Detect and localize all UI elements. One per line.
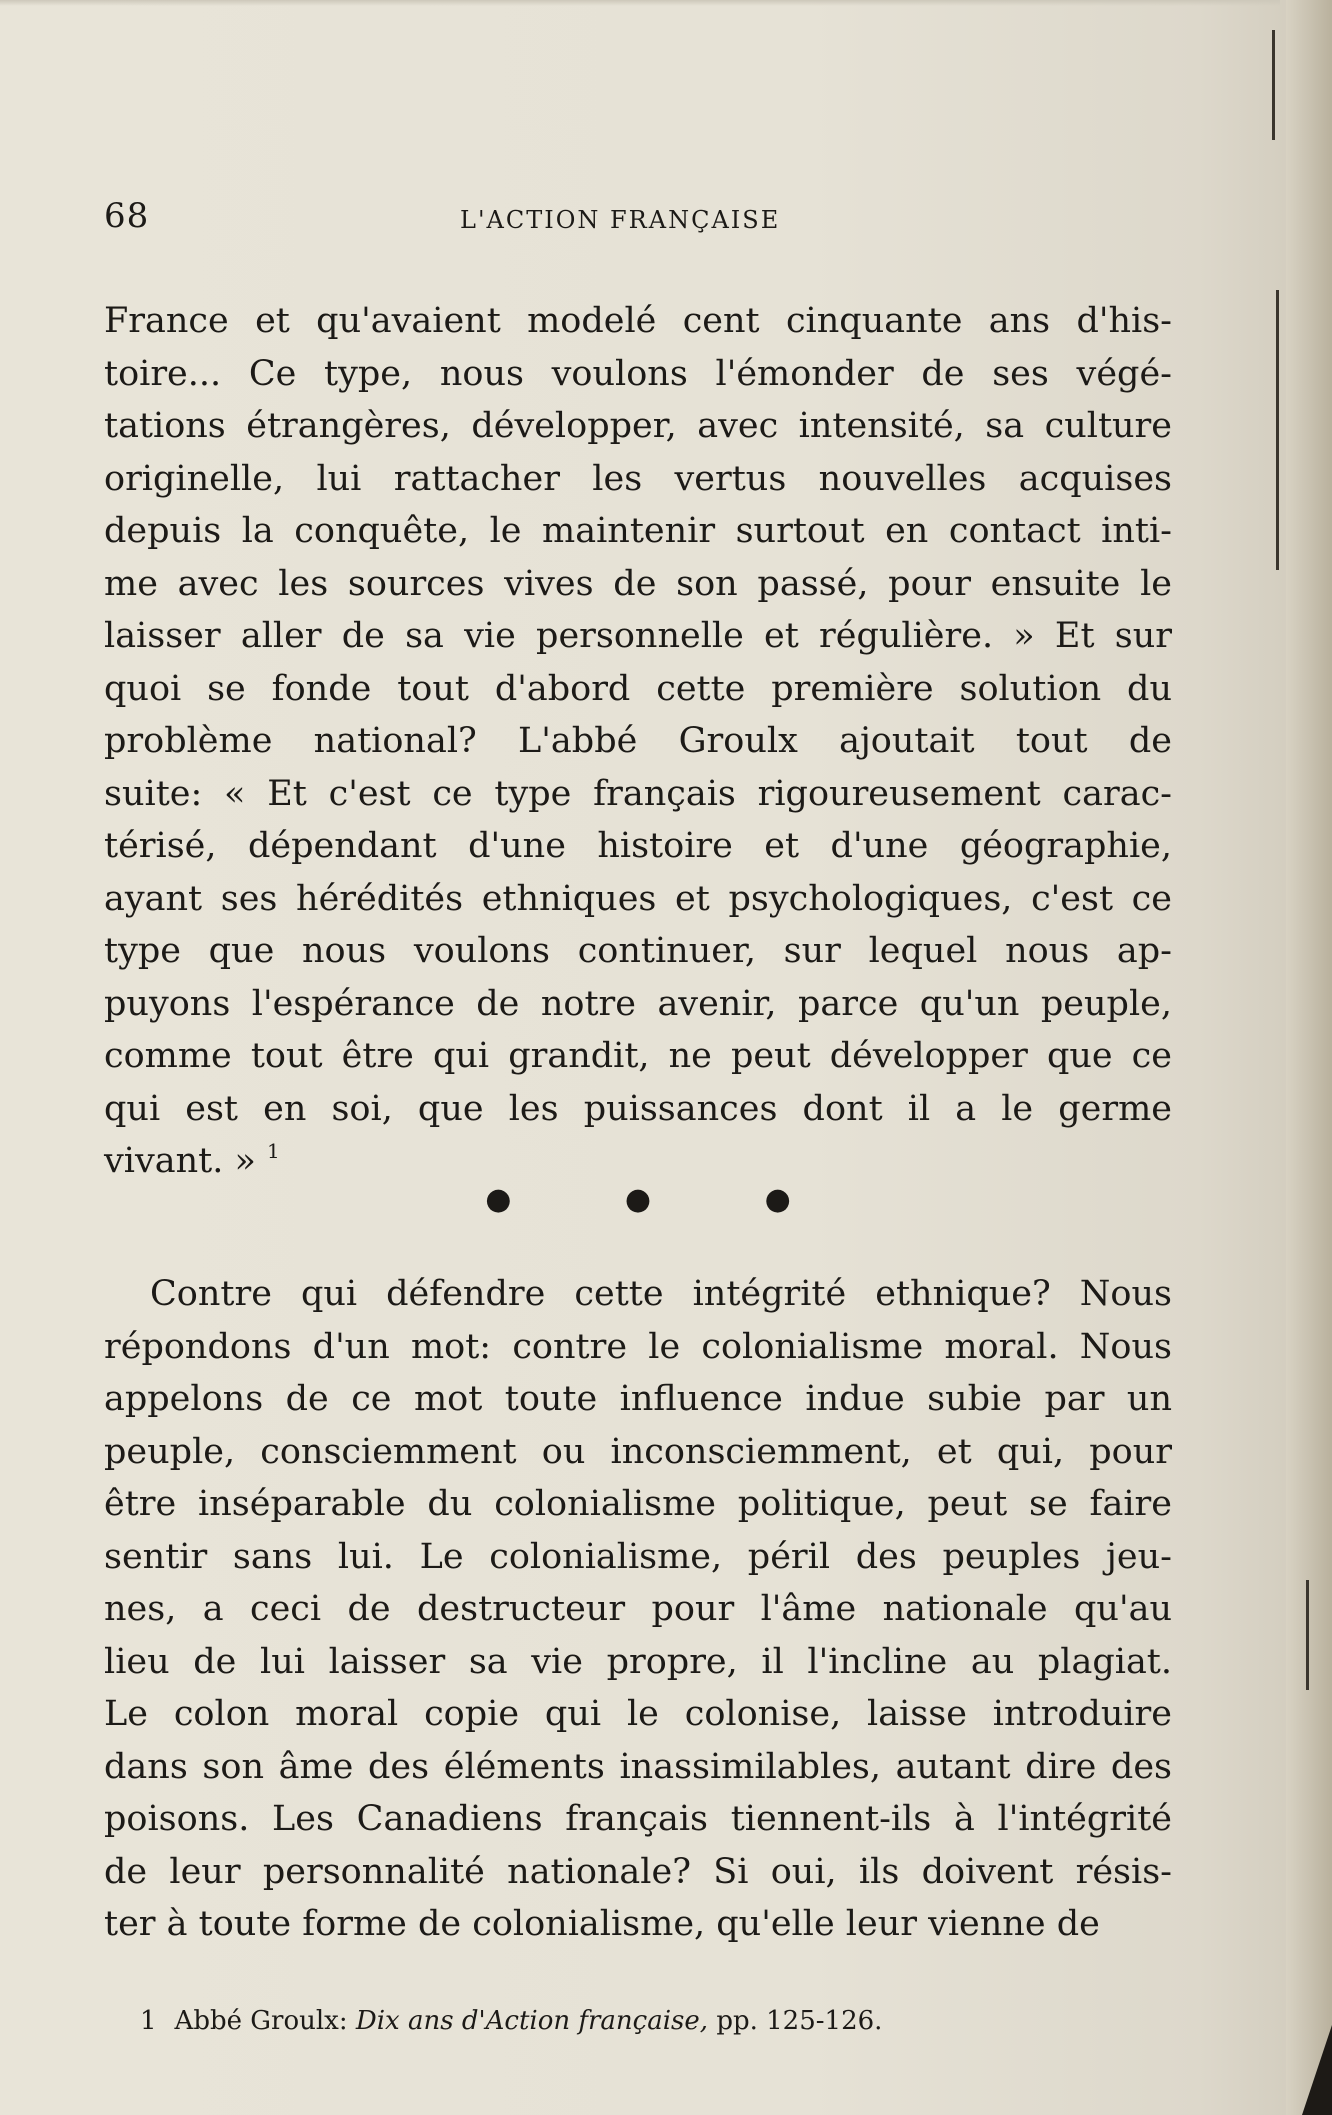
page-corner-shadow — [1302, 2025, 1332, 2115]
text-line — [104, 1741, 1172, 1794]
text-line — [104, 400, 1172, 453]
footnote-reference: 1 — [267, 1139, 280, 1163]
line-text: térisé, dépendant d'une histoire et d'une géographie, — [104, 826, 1172, 866]
line-text: me avec les sources vives de son passé, pour ensuite le — [104, 563, 1172, 604]
line-text: appelons de ce mot toute influence indue subie par un — [104, 1379, 1172, 1419]
line-text: lieu de lui laisser sa vie propre, il l'incline au plagiat. — [104, 1641, 1172, 1682]
text-line — [104, 1898, 1172, 1951]
line-text: sentir sans lui. Le colonialisme, péril des peuples jeu- — [104, 1536, 1172, 1577]
line-text: dans son âme des éléments inassimilables, autant dire des — [104, 1746, 1172, 1787]
footnote-work-title: Dix ans d'Action française, — [355, 2006, 709, 2036]
line-text: poisons. Les Canadiens français tiennent-ils à l'intégrité — [104, 1799, 1172, 1839]
text-line — [104, 715, 1172, 768]
line-text: toire... Ce type, nous voulons l'émonder de ses végé- — [104, 353, 1172, 394]
text-line — [104, 295, 1172, 348]
line-text: France et qu'avaient modelé cent cinquante ans d'his- — [104, 301, 1172, 341]
line-text: type que nous voulons continuer, sur lequel nous ap- — [104, 931, 1172, 971]
footnote-number: 1 — [140, 2006, 157, 2036]
line-text: originelle, lui rattacher les vertus nouvelles acquises — [104, 458, 1172, 499]
line-text: Le colon moral copie qui le colonise, laisse introduire — [104, 1694, 1172, 1734]
line-text: quoi se fonde tout d'abord cette première solution du — [104, 668, 1172, 709]
line-text: de leur personnalité nationale? Si oui, ils doivent résis- — [104, 1851, 1172, 1892]
line-text: ayant ses hérédités ethniques et psychologiques, c'est ce — [104, 878, 1172, 919]
text-line — [104, 1426, 1172, 1479]
text-line — [104, 1583, 1172, 1636]
running-head: L'ACTION FRANÇAISE — [460, 206, 781, 234]
text-line — [104, 1321, 1172, 1374]
section-separator: ● ● ● — [485, 1182, 843, 1217]
line-text: nes, a ceci de destructeur pour l'âme nationale qu'au — [104, 1589, 1172, 1629]
text-line — [104, 1478, 1172, 1531]
text-line — [104, 1688, 1172, 1741]
line-text: comme tout être qui grandit, ne peut développer que ce — [104, 1036, 1172, 1076]
line-text: Contre qui défendre cette intégrité ethnique? Nous — [150, 1274, 1172, 1314]
page-header — [104, 196, 1174, 246]
line-text: répondons d'un mot: contre le colonialisme moral. Nous — [104, 1326, 1172, 1367]
paragraph-2 — [104, 1268, 1172, 1951]
text-line — [104, 820, 1172, 873]
footnote — [140, 2006, 882, 2036]
text-line — [104, 1083, 1172, 1136]
page-top-edge — [0, 0, 1280, 6]
line-text: être inséparable du colonialisme politique, peut se faire — [104, 1484, 1172, 1524]
text-line — [104, 348, 1172, 401]
line-text: qui est en soi, que les puissances dont il a le germe — [104, 1088, 1172, 1129]
text-line — [104, 873, 1172, 926]
text-line — [104, 1373, 1172, 1426]
page-edge-line — [1306, 1580, 1309, 1690]
text-line — [104, 978, 1172, 1031]
page-gutter-shadow — [1286, 0, 1332, 2115]
text-line — [104, 610, 1172, 663]
text-line — [104, 1030, 1172, 1083]
page-edge-line — [1276, 290, 1279, 570]
line-text: ter à toute forme de colonialisme, qu'elle leur vienne de — [104, 1904, 1100, 1944]
page-number: 68 — [104, 196, 150, 236]
text-line — [104, 663, 1172, 716]
text-line — [104, 453, 1172, 506]
line-text: vivant. » — [104, 1141, 256, 1181]
text-line — [104, 1268, 1172, 1321]
line-text: depuis la conquête, le maintenir surtout en contact inti- — [104, 511, 1172, 551]
line-text: problème national? L'abbé Groulx ajoutait tout de — [104, 721, 1172, 761]
footnote-pages: pp. 125-126. — [716, 2006, 883, 2036]
page-edge-line — [1272, 30, 1275, 140]
text-line — [104, 925, 1172, 978]
text-line — [104, 1531, 1172, 1584]
line-text: peuple, consciemment ou inconsciemment, et qui, pour — [104, 1431, 1172, 1472]
line-text: laisser aller de sa vie personnelle et régulière. » Et sur — [104, 616, 1172, 656]
text-line — [104, 505, 1172, 558]
paragraph-1 — [104, 295, 1172, 1188]
line-text: suite: « Et c'est ce type français rigoureusement carac- — [104, 773, 1172, 814]
text-line — [104, 1793, 1172, 1846]
text-line — [104, 1846, 1172, 1899]
line-text: puyons l'espérance de notre avenir, parce qu'un peuple, — [104, 983, 1172, 1024]
text-line — [104, 1636, 1172, 1689]
footnote-author: Abbé Groulx: — [174, 2006, 348, 2036]
text-line — [104, 1135, 1172, 1188]
text-line — [104, 768, 1172, 821]
text-line — [104, 558, 1172, 611]
line-text: tations étrangères, développer, avec intensité, sa culture — [104, 406, 1172, 446]
